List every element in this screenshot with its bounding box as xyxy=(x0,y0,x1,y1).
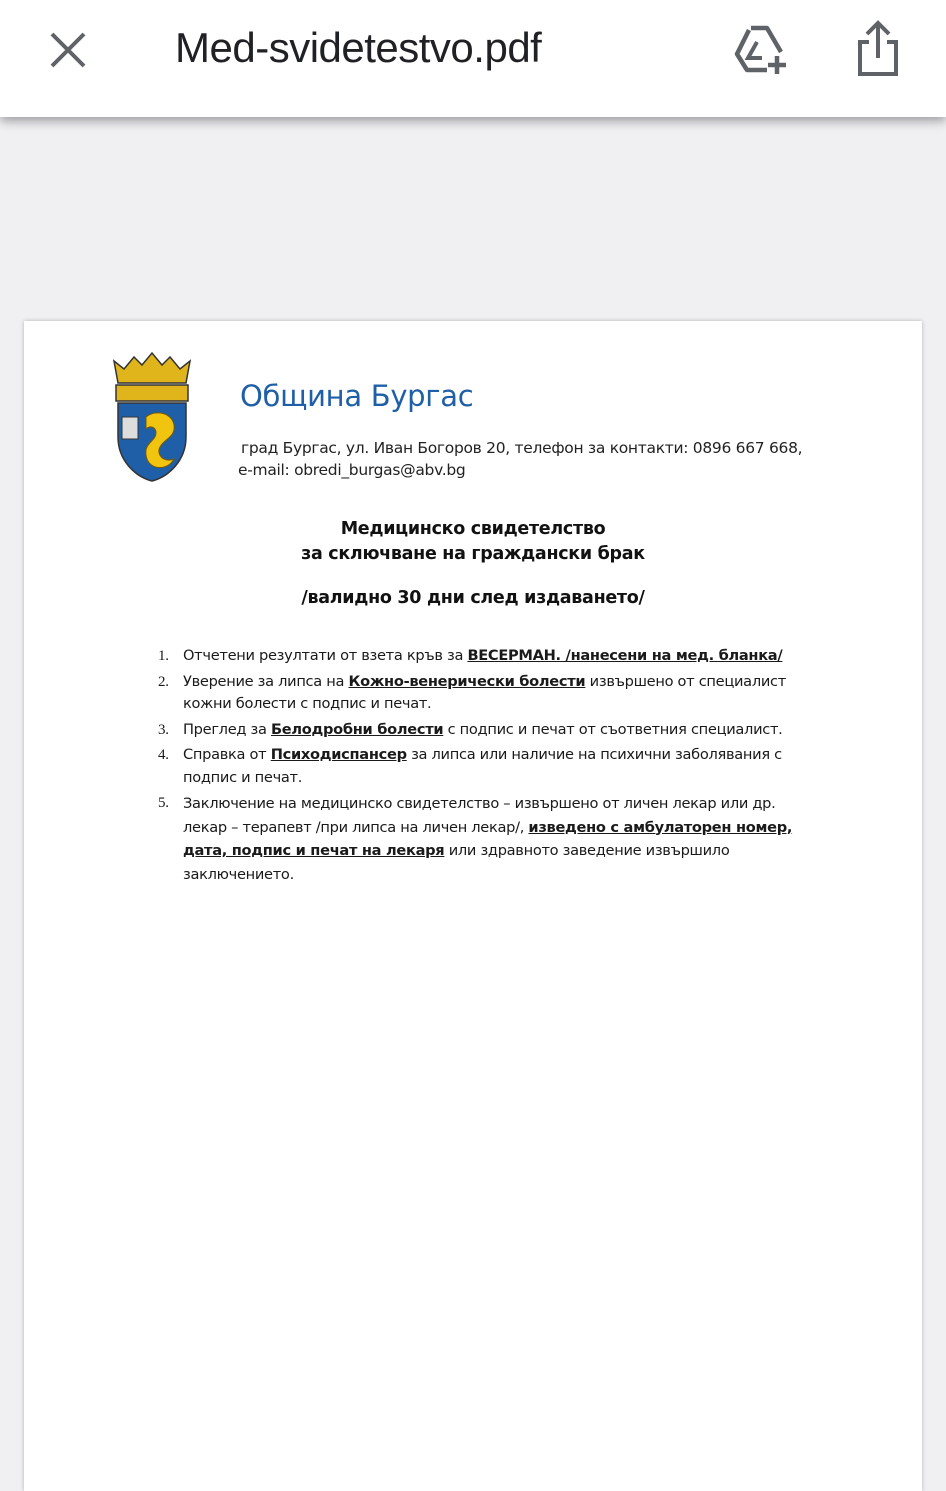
item-emphasis: изведено с амбулаторен номер, дата, подпис и печат на лекаря xyxy=(183,818,793,859)
item-text: Уверение за липса на xyxy=(183,672,349,690)
document-title: Med-svidetestvo.pdf xyxy=(175,24,542,71)
item-number: 3. xyxy=(158,721,169,738)
pdf-page xyxy=(24,321,922,1491)
document-heading: Медицинско свидетелство xyxy=(340,519,606,539)
item-emphasis: Кожно-венерически болести xyxy=(348,672,586,690)
top-app-bar xyxy=(0,0,946,117)
list-item xyxy=(158,671,798,716)
item-text: за липса или наличие на психични заболявания с подпис и печат. xyxy=(183,746,782,786)
item-number: 2. xyxy=(158,673,169,690)
item-text: Преглед за xyxy=(183,720,271,738)
item-text: извършено от специалист кожни болести с подпис и печат. xyxy=(183,672,786,712)
close-icon[interactable] xyxy=(48,30,88,70)
item-emphasis: Белодробни болести xyxy=(270,720,444,738)
validity-note: /валидно 30 дни след издаването/ xyxy=(301,588,645,608)
requirements-list xyxy=(158,645,798,889)
item-emphasis: ВЕСЕРМАН. /нанесени на мед. бланка/ xyxy=(467,647,783,664)
burgas-coat-of-arms-logo xyxy=(106,351,198,485)
address-line: град Бургас, ул. Иван Богоров 20, телефон за контакти: 0896 667 668, xyxy=(241,439,803,457)
item-number: 5. xyxy=(158,795,169,811)
item-text: Заключение на медицинско свидетелство – извършено от личен лекар или др. лекар – терапевт /при липса на личен лекар/, xyxy=(183,795,776,836)
organization-name: Община Бургас xyxy=(240,379,474,413)
item-emphasis: Психодиспансер xyxy=(270,746,407,763)
item-number: 1. xyxy=(158,648,169,664)
item-text: с подпис и печат от съответния специалист. xyxy=(443,720,783,738)
contact-info xyxy=(238,437,802,481)
item-text: или здравното заведение извършило заключението. xyxy=(183,842,730,883)
add-to-drive-icon[interactable] xyxy=(733,24,791,76)
list-item xyxy=(158,645,798,668)
item-number: 4. xyxy=(158,747,169,763)
email-line: e-mail: obredi_burgas@abv.bg xyxy=(238,461,466,479)
list-item xyxy=(158,719,798,742)
item-text: Отчетени резултати от взета кръв за xyxy=(183,647,468,664)
document-subheading: за сключване на граждански брак xyxy=(301,544,645,564)
list-item xyxy=(158,792,798,886)
item-text: Справка от xyxy=(183,746,271,763)
share-icon[interactable] xyxy=(855,20,901,78)
list-item xyxy=(158,744,798,789)
